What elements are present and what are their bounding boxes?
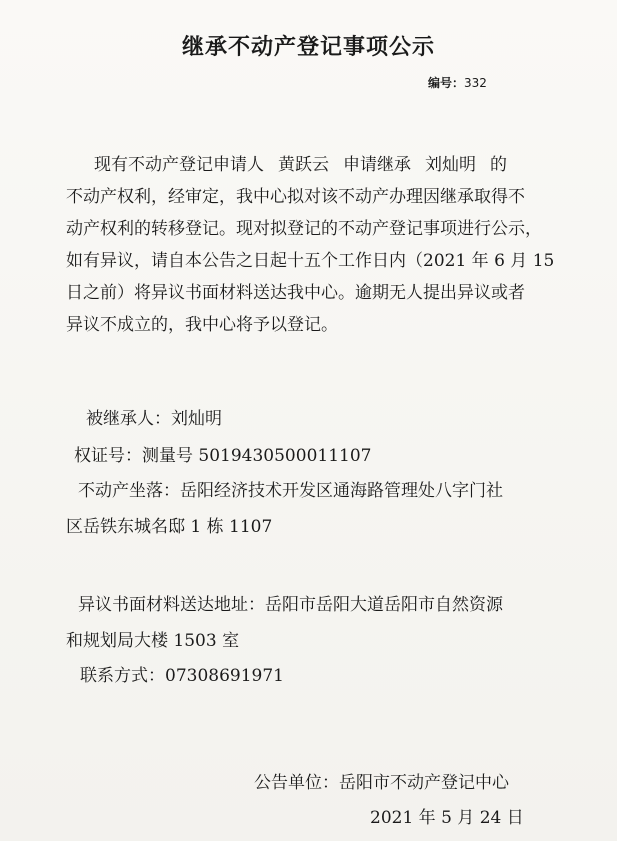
paragraph-line-6: 异议不成立的，我中心将予以登记。 bbox=[66, 315, 338, 335]
address-line-1: 岳阳市岳阳大道岳阳市自然资源 bbox=[265, 595, 503, 615]
paragraph-line-3: 动产权利的转移登记。现对拟登记的不动产登记事项进行公示， bbox=[66, 219, 542, 239]
certificate-value: 测量号 5019430500011107 bbox=[142, 446, 372, 466]
document-number bbox=[428, 74, 487, 91]
notice-date: 2021 年 5 月 24 日 bbox=[370, 808, 524, 828]
location-line-2: 区岳铁东城名邸 1 栋 1107 bbox=[66, 517, 273, 537]
paragraph-line-5: 日之前）将异议书面材料送达我中心。逾期无人提出异议或者 bbox=[66, 283, 525, 303]
page-title: 继承不动产登记事项公示 bbox=[181, 35, 435, 60]
issuer-row bbox=[254, 768, 509, 793]
certificate-row bbox=[74, 441, 371, 466]
certificate-label: 权证号： bbox=[74, 446, 142, 466]
issuer-label: 公告单位： bbox=[254, 773, 339, 793]
address-row bbox=[78, 590, 503, 615]
paragraph-line-4: 如有异议，请自本公告之日起十五个工作日内（2021 年 6 月 15 bbox=[66, 251, 555, 271]
decedent-row bbox=[86, 404, 222, 429]
location-line-1: 岳阳经济技术开发区通海路管理处八字门社 bbox=[180, 481, 503, 501]
address-label: 异议书面材料送达地址： bbox=[78, 595, 265, 615]
applicant-intro: 现有不动产登记申请人 bbox=[94, 155, 264, 175]
document-number-value: 332 bbox=[464, 76, 487, 90]
document-number-label: 编号： bbox=[428, 76, 465, 90]
location-label: 不动产坐落： bbox=[78, 481, 180, 501]
apply-inherit-text: 申请继承 bbox=[343, 155, 411, 175]
address-line-2: 和规划局大楼 1503 室 bbox=[66, 631, 240, 651]
paragraph-line-2: 不动产权利，经审定，我中心拟对该不动产办理因继承取得不 bbox=[66, 187, 525, 207]
decedent-label: 被继承人： bbox=[86, 409, 171, 429]
contact-value: 07308691971 bbox=[165, 666, 284, 686]
inherit-from-name: 刘灿明 bbox=[425, 155, 476, 175]
de-particle: 的 bbox=[490, 155, 507, 175]
contact-label: 联系方式： bbox=[80, 666, 165, 686]
paragraph-line-1 bbox=[94, 150, 507, 175]
applicant-name: 黄跃云 bbox=[278, 155, 329, 175]
location-row bbox=[78, 476, 503, 501]
contact-row bbox=[80, 661, 284, 686]
issuer-value: 岳阳市不动产登记中心 bbox=[339, 773, 509, 793]
decedent-value: 刘灿明 bbox=[171, 409, 222, 429]
